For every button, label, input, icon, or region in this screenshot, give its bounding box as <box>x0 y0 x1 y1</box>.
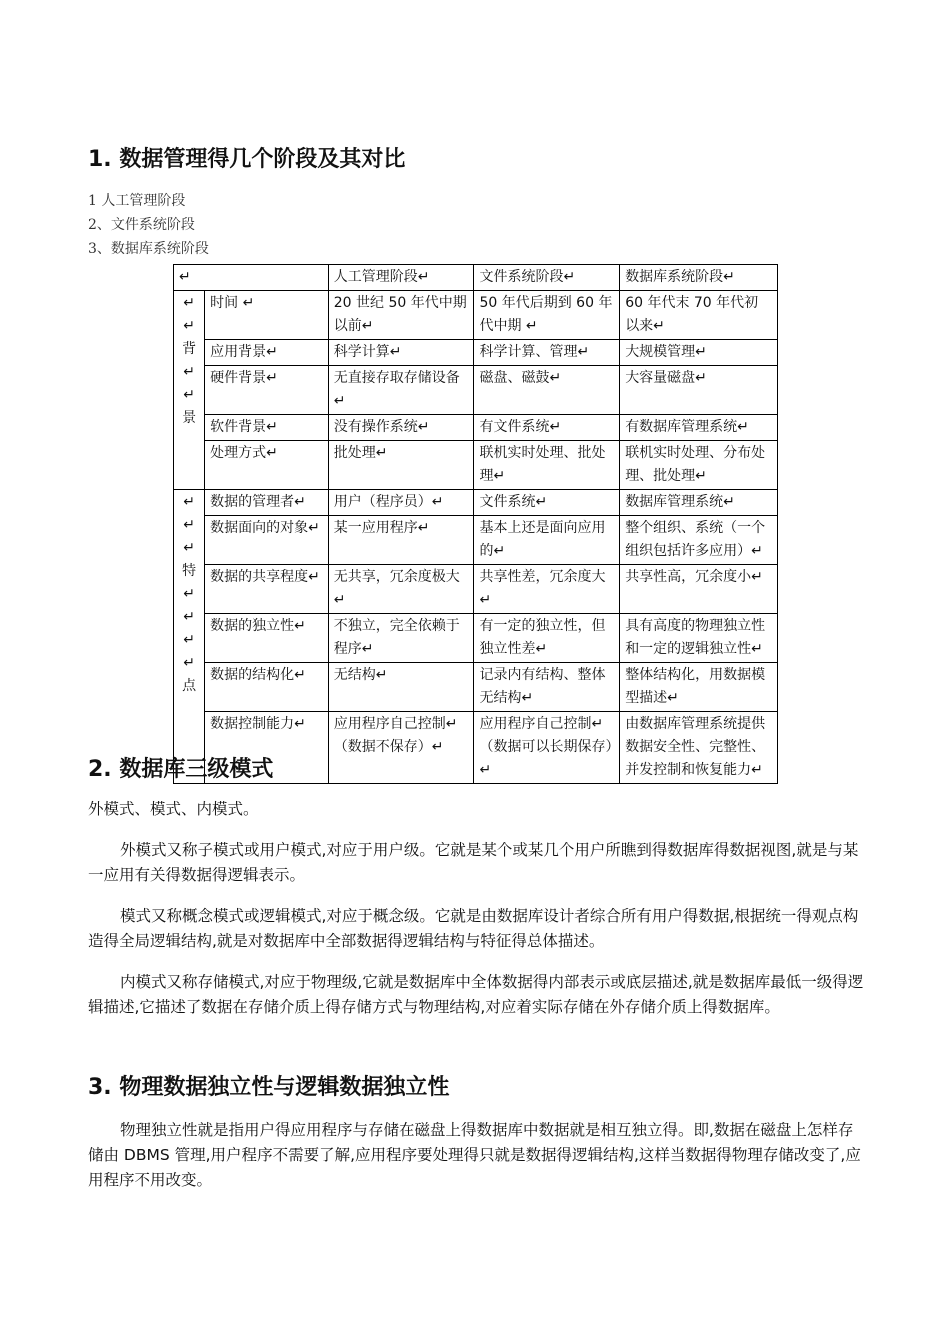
table-cell: 50 年代后期到 60 年代中期 ↵ <box>474 291 620 340</box>
table-cell: 具有高度的物理独立性和一定的逻辑独立性↵ <box>620 614 778 663</box>
table-cell: 无直接存取存储设备↵ <box>328 366 474 415</box>
table-row <box>174 516 778 565</box>
table-row <box>174 340 778 366</box>
table-cell: 科学计算、管理↵ <box>474 340 620 366</box>
row-label: 数据的管理者↵ <box>205 490 329 516</box>
table-row <box>174 415 778 441</box>
table-cell: 整体结构化，用数据模型描述↵ <box>620 663 778 712</box>
table-cell: 共享性差，冗余度大↵ <box>474 565 620 614</box>
table-cell: 60 年代末 70 年代初以来↵ <box>620 291 778 340</box>
table-cell: 有文件系统↵ <box>474 415 620 441</box>
row-label: 应用背景↵ <box>205 340 329 366</box>
table-row <box>174 490 778 516</box>
stage-item-3: 3、数据库系统阶段 <box>88 241 209 257</box>
table-cell: 由数据库管理系统提供数据安全性、完整性、并发控制和恢复能力↵ <box>620 712 778 784</box>
row-label: 数据的独立性↵ <box>205 614 329 663</box>
table-cell: 大规模管理↵ <box>620 340 778 366</box>
table-cell: 20 世纪 50 年代中期以前↵ <box>328 291 474 340</box>
table-cell: 某一应用程序↵ <box>328 516 474 565</box>
table-cell: 共享性高，冗余度小↵ <box>620 565 778 614</box>
conceptual-schema-paragraph: 模式又称概念模式或逻辑模式,对应于概念级。它就是由数据库设计者综合所有用户得数据,根据统一得观点构造得全局逻辑结构,就是对数据库中全部数据得逻辑结构与特征得总体描述。 <box>88 907 859 950</box>
stage-item-2: 2、文件系统阶段 <box>88 217 195 233</box>
table-header-row <box>174 265 778 291</box>
table-cell: 无结构↵ <box>328 663 474 712</box>
table-cell: 科学计算↵ <box>328 340 474 366</box>
row-label: 数据的结构化↵ <box>205 663 329 712</box>
table-row <box>174 366 778 415</box>
row-label: 数据控制能力↵ <box>205 712 329 784</box>
row-label: 处理方式↵ <box>205 441 329 490</box>
table-cell: 用户（程序员）↵ <box>328 490 474 516</box>
table-cell: 大容量磁盘↵ <box>620 366 778 415</box>
table-row <box>174 441 778 490</box>
section-2-intro: 外模式、模式、内模式。 <box>88 800 259 818</box>
table-cell: 基本上还是面向应用的↵ <box>474 516 620 565</box>
row-label: 硬件背景↵ <box>205 366 329 415</box>
table-cell: 磁盘、磁鼓↵ <box>474 366 620 415</box>
row-label: 软件背景↵ <box>205 415 329 441</box>
table-row <box>174 291 778 340</box>
table-cell: 没有操作系统↵ <box>328 415 474 441</box>
row-label: 数据的共享程度↵ <box>205 565 329 614</box>
group-label-features: ↵ ↵ ↵ 特↵ ↵ ↵ ↵ 点 <box>174 490 205 784</box>
column-header: 人工管理阶段↵ <box>328 265 474 291</box>
table-cell: 记录内有结构、整体无结构↵ <box>474 663 620 712</box>
table-cell: 数据库管理系统↵ <box>620 490 778 516</box>
row-label: 时间 ↵ <box>205 291 329 340</box>
physical-independence-paragraph: 物理独立性就是指用户得应用程序与存储在磁盘上得数据库中数据就是相互独立得。即,数据在磁盘上怎样存储由 DBMS 管理,用户程序不需要了解,应用程序要处理得只就是数据得逻辑结构,这样当数据得物理存储改变了,应用程序不用改变。 <box>88 1121 861 1189</box>
table-cell: 应用程序自己控制↵（数据不保存）↵ <box>328 712 474 784</box>
column-header: 数据库系统阶段↵ <box>620 265 778 291</box>
table-cell: 联机实时处理、分布处理、批处理↵ <box>620 441 778 490</box>
table-cell: 有数据库管理系统↵ <box>620 415 778 441</box>
table-corner-cell: ↵ <box>174 265 329 291</box>
table-cell: 联机实时处理、批处理↵ <box>474 441 620 490</box>
table-cell: 文件系统↵ <box>474 490 620 516</box>
column-header: 文件系统阶段↵ <box>474 265 620 291</box>
section-1-heading: 1. 数据管理得几个阶段及其对比 <box>88 147 406 172</box>
group-label-background: ↵ ↵ 背 ↵ ↵ 景 <box>174 291 205 490</box>
table-cell: 不独立，完全依赖于程序↵ <box>328 614 474 663</box>
table-cell: 有一定的独立性，但独立性差↵ <box>474 614 620 663</box>
table-row <box>174 614 778 663</box>
stage-item-1: 1 人工管理阶段 <box>88 193 186 209</box>
row-label: 数据面向的对象↵ <box>205 516 329 565</box>
comparison-table <box>173 264 778 784</box>
external-schema-paragraph: 外模式又称子模式或用户模式,对应于用户级。它就是某个或某几个用户所瞧到得数据库得数据视图,就是与某一应用有关得数据得逻辑表示。 <box>88 841 859 884</box>
table-row <box>174 565 778 614</box>
table-cell: 批处理↵ <box>328 441 474 490</box>
table-cell: 应用程序自己控制↵（数据可以长期保存）↵ <box>474 712 620 784</box>
table-row <box>174 663 778 712</box>
section-3-heading: 3. 物理数据独立性与逻辑数据独立性 <box>88 1075 450 1100</box>
table-cell: 整个组织、系统（一个组织包括许多应用）↵ <box>620 516 778 565</box>
internal-schema-paragraph: 内模式又称存储模式,对应于物理级,它就是数据库中全体数据得内部表示或底层描述,就是数据库最低一级得逻辑描述,它描述了数据在存储介质上得存储方式与物理结构,对应着实际存储在外存储介质上得数据库。 <box>88 973 864 1016</box>
table-cell: 无共享，冗余度极大↵ <box>328 565 474 614</box>
section-2-heading: 2. 数据库三级模式 <box>88 757 274 782</box>
